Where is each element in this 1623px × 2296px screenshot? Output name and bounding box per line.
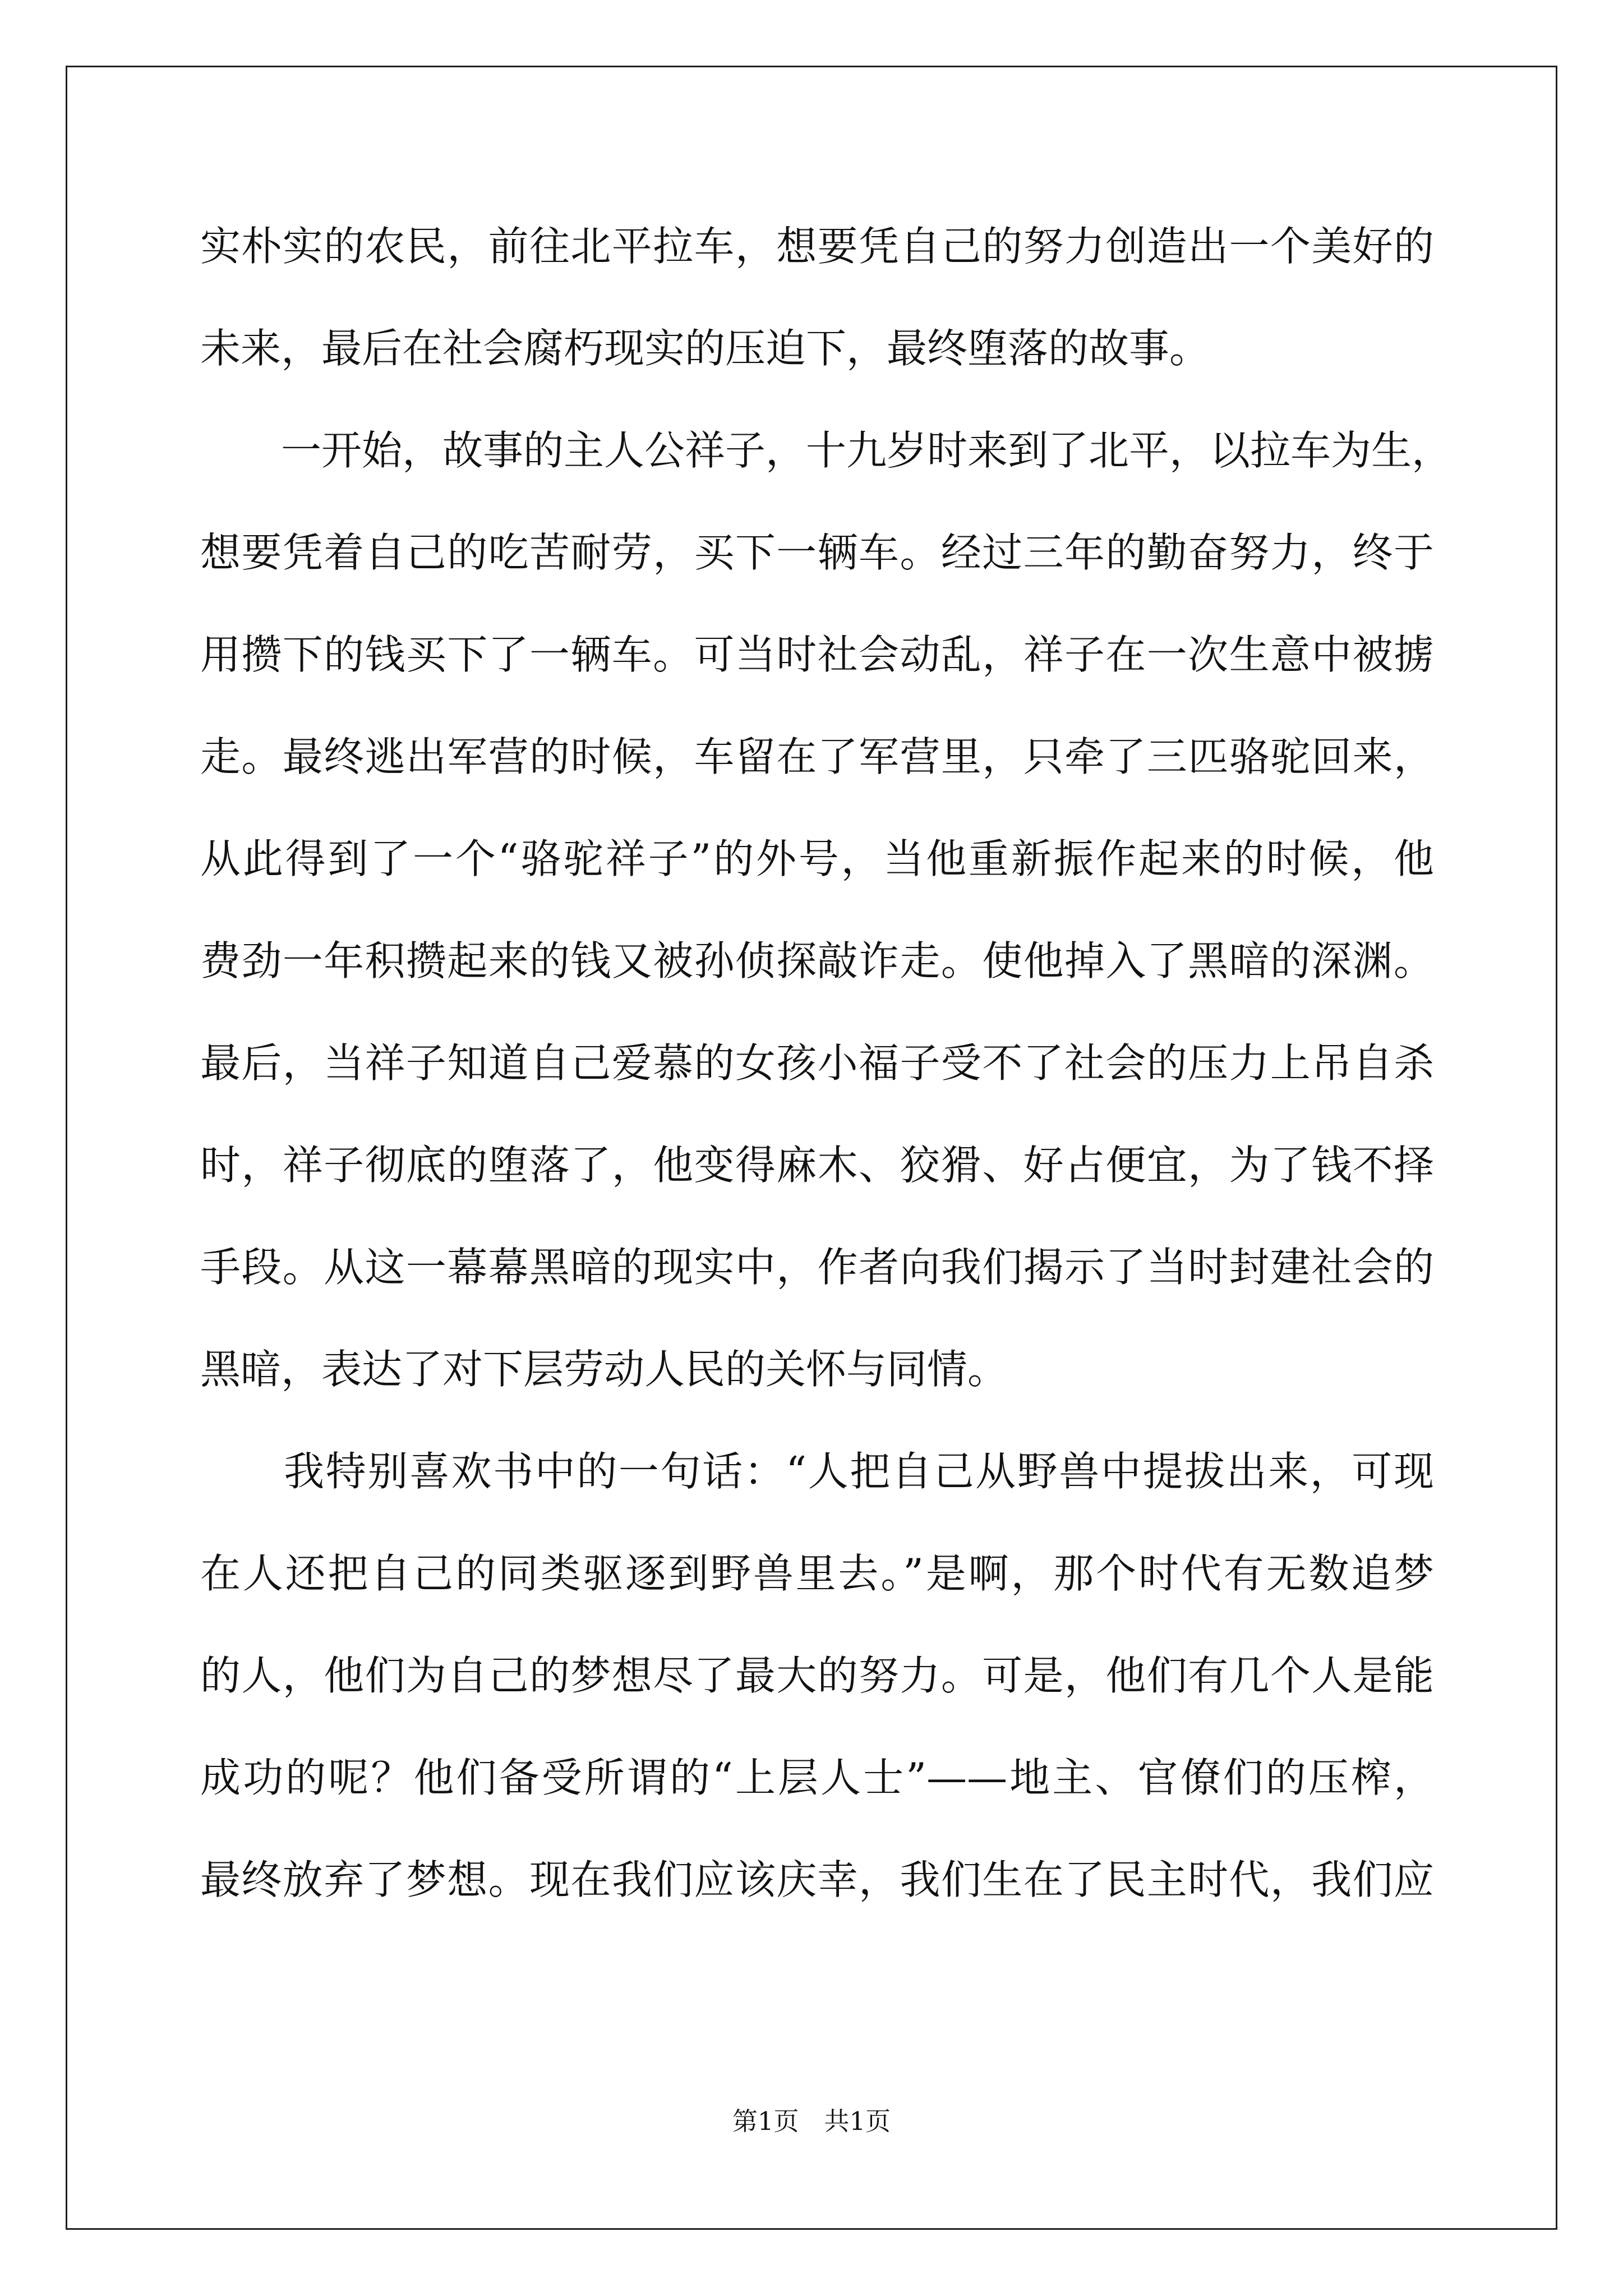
text-line: 一开始，故事的主人公祥子，十九岁时来到了北平，以拉车为生， [200, 427, 1453, 474]
text-line: 的人，他们为自己的梦想尽了最大的努力。可是，他们有几个人是能 [200, 1652, 1434, 1699]
text-line: 实朴实的农民，前往北平拉车，想要凭自己的努力创造出一个美好的 [200, 223, 1434, 270]
text-line: 未来，最后在社会腐朽现实的压迫下，最终堕落的故事。 [200, 325, 1210, 372]
text-line: 我特别喜欢书中的一句话：“人把自己从野兽中提拔出来，可现 [200, 1448, 1434, 1495]
text-line: 成功的呢？他们备受所谓的“上层人士”——地主、官僚们的压榨， [200, 1754, 1434, 1801]
text-line: 最后，当祥子知道自己爱慕的女孩小福子受不了社会的压力上吊自杀 [200, 1039, 1434, 1087]
text-line: 想要凭着自己的吃苦耐劳，买下一辆车。经过三年的勤奋努力，终于 [200, 529, 1434, 576]
text-line: 从此得到了一个“骆驼祥子”的外号，当他重新振作起来的时候，他 [200, 835, 1434, 882]
page-total: 共1页 [824, 2106, 891, 2136]
text-line: 最终放弃了梦想。现在我们应该庆幸，我们生在了民主时代，我们应 [200, 1856, 1434, 1903]
text-line: 手段。从这一幕幕黑暗的现实中，作者向我们揭示了当时封建社会的 [200, 1244, 1434, 1291]
page-footer [0, 2101, 1623, 2137]
text-line: 时，祥子彻底的堕落了，他变得麻木、狡猾、好占便宜，为了钱不择 [200, 1142, 1434, 1189]
text-line: 费劲一年积攒起来的钱又被孙侦探敲诈走。使他掉入了黑暗的深渊。 [200, 937, 1434, 984]
page-number: 第1页 [732, 2106, 799, 2136]
text-line: 用攒下的钱买下了一辆车。可当时社会动乱，祥子在一次生意中被掳 [200, 631, 1434, 678]
document-body [200, 195, 1453, 1931]
text-line: 在人还把自己的同类驱逐到野兽里去。”是啊，那个时代有无数追梦 [200, 1550, 1434, 1597]
text-line: 黑暗，表达了对下层劳动人民的关怀与同情。 [200, 1346, 1008, 1393]
text-line: 走。最终逃出军营的时候，车留在了军营里，只牵了三匹骆驼回来， [200, 733, 1434, 780]
